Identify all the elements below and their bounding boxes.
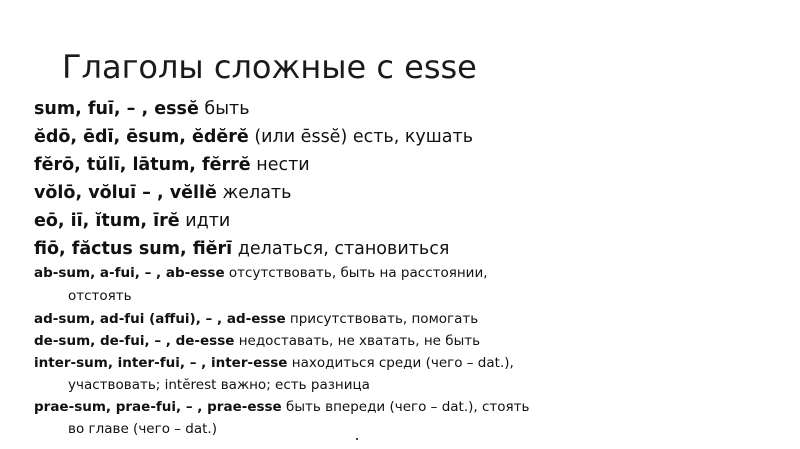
verb-line [34,155,310,175]
latin-forms: ab-sum, a-fui, – , ab-esse [34,265,225,281]
translation: участвовать; intĕrest важно; есть разница [68,377,370,393]
verb-line [34,127,473,147]
translation: находиться среди (чего – dat.), [291,355,514,371]
translation: быть [204,99,250,119]
translation: недоставать, не хватать, не быть [238,333,481,349]
translation: нести [256,155,310,175]
compound-line [34,311,478,327]
slide-title: Глаголы сложные с esse [62,48,477,86]
scan-speck [356,438,358,440]
translation: присутствовать, помогать [289,311,479,327]
translation: быть впереди (чего – dat.), стоять [286,399,530,415]
verb-line [34,99,250,119]
translation: во главе (чего – dat.) [68,421,217,437]
translation: делаться, становиться [237,239,450,259]
translation: отстоять [68,288,132,304]
latin-forms: ad-sum, ad-fui (affui), – , ad-esse [34,311,286,327]
latin-forms: ĕdō, ēdī, ēsum, ĕdĕrĕ [34,127,249,147]
compound-line-continuation [68,421,217,437]
compound-line-continuation [68,377,370,393]
latin-forms: inter-sum, inter-fui, – , inter-esse [34,355,288,371]
compound-line [34,355,514,371]
latin-forms: de-sum, de-fui, – , de-esse [34,333,235,349]
latin-forms: sum, fuī, – , essĕ [34,99,199,119]
verb-line [34,211,230,231]
verb-line [34,183,291,203]
verb-line [34,239,449,259]
compound-line-continuation [68,288,132,304]
translation: отсутствовать, быть на расстоянии, [228,265,488,281]
translation: желать [222,183,292,203]
latin-forms: vŏlō, vŏluī – , vĕllĕ [34,183,217,203]
latin-forms: fiō, făctus sum, fiĕrī [34,239,233,259]
latin-forms: eō, iī, ĭtum, īrĕ [34,211,180,231]
compound-line [34,265,488,281]
translation: (или ēssĕ) есть, кушать [254,127,474,147]
latin-forms: prae-sum, prae-fui, – , prae-esse [34,399,282,415]
translation: идти [185,211,231,231]
compound-line [34,333,480,349]
compound-line [34,399,529,415]
latin-forms: fĕrō, tŭlī, lātum, fĕrrĕ [34,155,251,175]
